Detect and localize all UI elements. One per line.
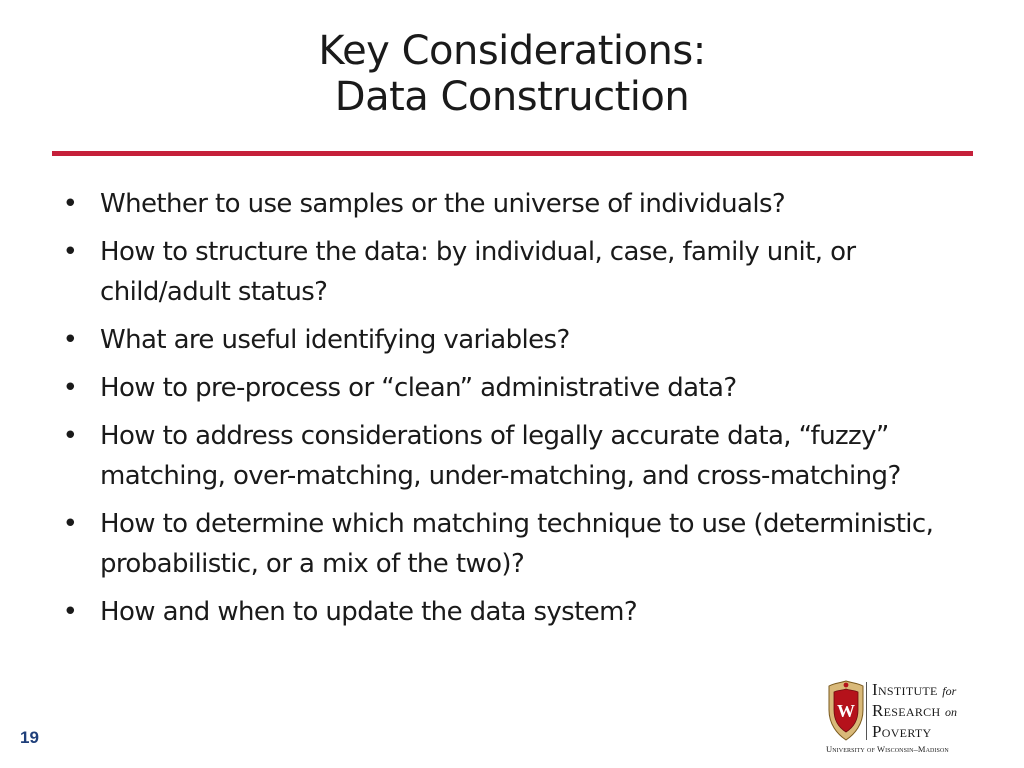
bullet-list: [60, 184, 960, 640]
bullet-item: [60, 184, 960, 224]
bullet-item: [60, 320, 960, 360]
bullet-item: [60, 232, 960, 312]
bullet-item: [60, 416, 960, 496]
logo-line2: Research: [872, 701, 941, 720]
logo-divider: [866, 682, 867, 740]
bullet-marker: •: [62, 189, 78, 219]
bullet-text: How to pre-process or “clean” administrative data?: [100, 373, 737, 403]
bullet-text: How to address considerations of legally accurate data, “fuzzy” matching, over-matching, under-matching, and cross-matching?: [100, 421, 901, 491]
crest-letter: W: [837, 701, 855, 721]
slide-title-line2: Data Construction: [334, 74, 690, 120]
logo-line1-small: for: [942, 684, 957, 698]
bullet-marker: •: [62, 421, 78, 451]
slide-title-line1: Key Considerations:: [318, 28, 706, 74]
irp-logo: [826, 680, 996, 756]
bullet-marker: •: [62, 373, 78, 403]
logo-org-name: [872, 680, 957, 742]
bullet-item: [60, 504, 960, 584]
bullet-marker: •: [62, 237, 78, 267]
bullet-marker: •: [62, 325, 78, 355]
bullet-text: Whether to use samples or the universe of individuals?: [100, 189, 786, 219]
bullet-item: [60, 592, 960, 632]
logo-line1: Institute: [872, 680, 938, 699]
logo-line3: Poverty: [872, 722, 932, 741]
bullet-text: How to determine which matching technique to use (deterministic, probabilistic, or a mix of the two)?: [100, 509, 934, 579]
bullet-text: How to structure the data: by individual, case, family unit, or child/adult status?: [100, 237, 856, 307]
bullet-marker: •: [62, 509, 78, 539]
page-number: 19: [20, 728, 39, 747]
uw-crest-icon: [826, 680, 866, 742]
logo-line2-small: on: [944, 705, 957, 719]
slide-title: [0, 28, 1024, 120]
title-divider: [52, 151, 973, 156]
logo-university: University of Wisconsin–Madison: [826, 744, 949, 754]
bullet-marker: •: [62, 597, 78, 627]
bullet-text: How and when to update the data system?: [100, 597, 638, 627]
bullet-text: What are useful identifying variables?: [100, 325, 570, 355]
bullet-item: [60, 368, 960, 408]
